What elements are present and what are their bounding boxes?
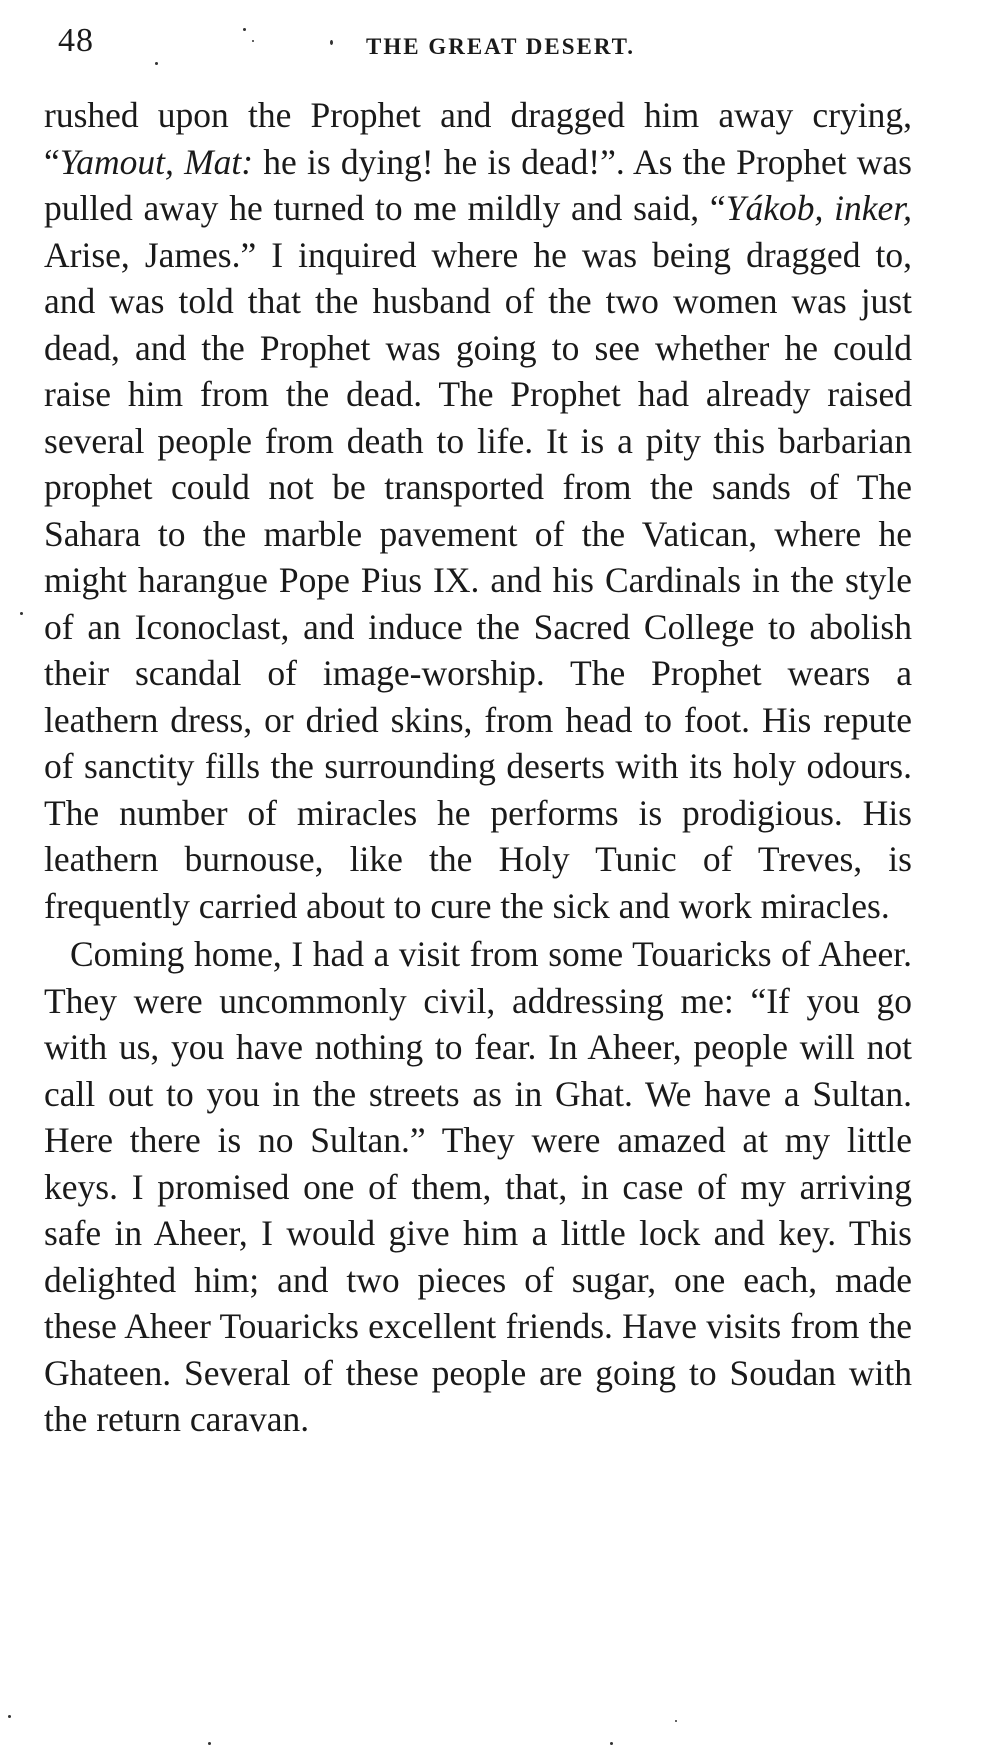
scan-speck [243,28,246,31]
scan-speck [155,62,158,65]
running-head: THE GREAT DESERT. [366,34,636,59]
scan-speck [8,1715,11,1718]
scan-speck [252,40,254,42]
italic-phrase-yakob: Yákob, inker, [725,188,912,228]
page-number: 48 [58,22,94,59]
body-text [44,92,912,1443]
scan-speck [20,612,23,615]
paragraph-2: Coming home, I had a visit from some Touaricks of Aheer. They were uncommonly civil, addressing me: “If you go with us, you have nothing to fear. In Aheer, people will not call out to you in the streets as in Ghat. We have a Sultan. Here there is no Sultan.” They were amazed at my little keys. I promised one of them, that, in case of my arriving safe in Aheer, I would give him a little lock and key. This delighted him; and two pieces of sugar, one each, made these Aheer Touaricks excellent friends. Have visits from the Ghateen. Several of these people are going to Soudan with the return caravan. [44,934,912,1439]
paragraph-1-segment-1: rushed upon the Prophet and dragged him away crying, “ [44,95,912,182]
scan-speck [675,1720,677,1722]
page-header [58,22,938,72]
italic-phrase-yamout: Yamout, Mat: [59,141,254,182]
scan-speck [330,40,333,45]
paragraph-1-segment-3: Arise, James.” I inquired where he was being dragged to, and was told that the husband of the two women was just dead, and the Prophet was going to see whether he could raise him from the dead. The Prophet had already raised several people from death to life. It is a pity this barbarian prophet could not be transported from the sands of The Sahara to the marble pavement of the Vatican, where he might harangue Pope Pius IX. and his Cardinals in the style of an Iconoclast, and induce the Sacred College to abolish their scandal of image-worship. The Prophet wears a leathern dress, or dried skins, from head to foot. His repute of sanctity fills the surrounding deserts with its holy odours. The number of miracles he performs is prodigious. His leathern burnouse, like the Holy Tunic of Treves, is frequently carried about to cure the sick and work miracles. [44,234,912,926]
scan-speck [610,1742,613,1745]
paragraph-1 [44,92,912,929]
scan-speck [208,1742,211,1745]
paragraph-1-segment-2: he is dying! he is dead!”. As the Prophet was pulled away he turned to me mildly and said, “ [44,141,912,228]
